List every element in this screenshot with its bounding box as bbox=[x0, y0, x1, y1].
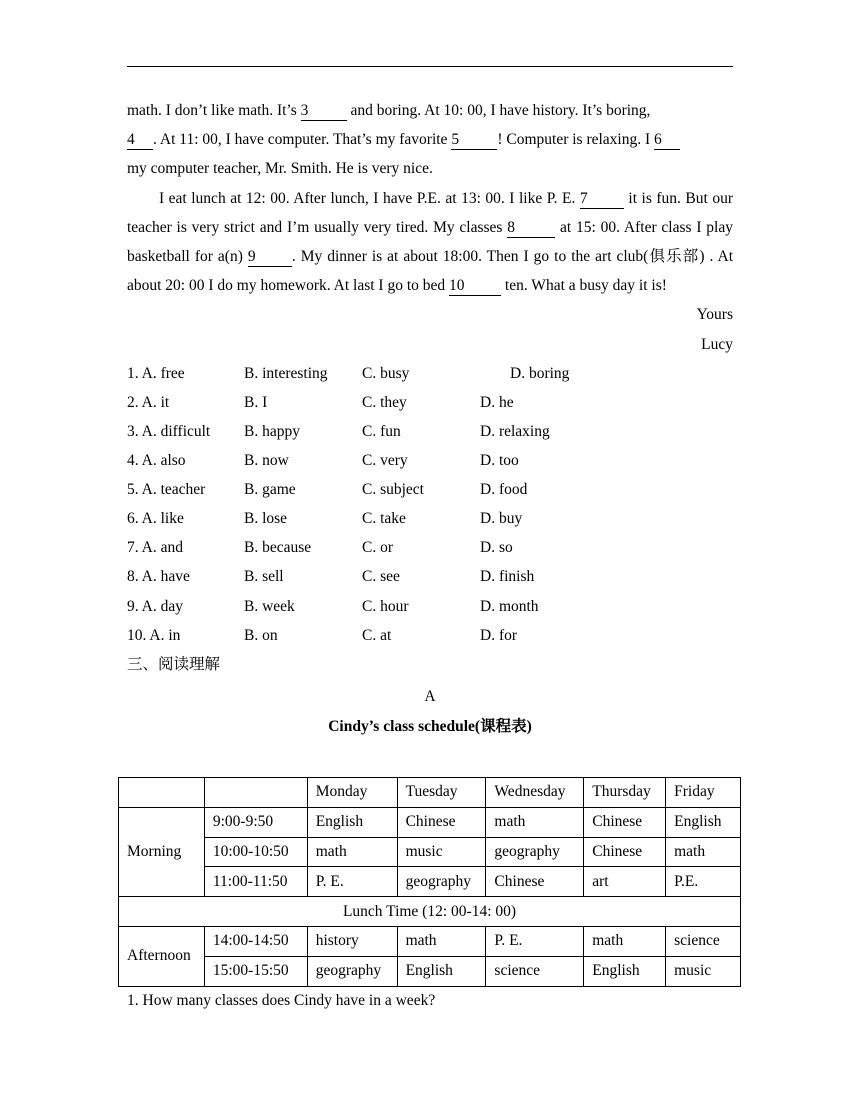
class-cell: Chinese bbox=[584, 807, 666, 837]
option-row bbox=[127, 446, 733, 475]
day-header: Thursday bbox=[584, 778, 666, 808]
option-c[interactable]: C. subject bbox=[362, 481, 424, 499]
option-b[interactable]: B. I bbox=[244, 393, 268, 411]
option-c[interactable]: C. hour bbox=[362, 597, 409, 615]
option-d[interactable]: D. he bbox=[480, 393, 514, 411]
option-c[interactable]: C. see bbox=[362, 568, 400, 586]
table-header-row bbox=[119, 778, 741, 808]
option-b[interactable]: B. now bbox=[244, 452, 289, 470]
option-row bbox=[127, 417, 733, 446]
passage-text: ! Computer is relaxing. I bbox=[497, 131, 655, 149]
class-cell: Chinese bbox=[584, 837, 666, 867]
option-c[interactable]: C. or bbox=[362, 539, 393, 557]
passage-text: ten. What a busy day it is! bbox=[501, 277, 667, 295]
letter-closing: Yours bbox=[696, 306, 733, 324]
table-row bbox=[119, 807, 741, 837]
period-label-morning: Morning bbox=[119, 807, 205, 896]
class-cell: English bbox=[307, 807, 397, 837]
passage-letter: A bbox=[424, 687, 436, 705]
letter-signature: Lucy bbox=[701, 335, 733, 353]
blank-8[interactable]: 8 bbox=[507, 219, 555, 238]
blank-5[interactable]: 5 bbox=[451, 131, 497, 150]
option-a[interactable]: 4. A. also bbox=[127, 452, 186, 470]
option-a[interactable]: 2. A. it bbox=[127, 393, 170, 411]
question-1: 1. How many classes does Cindy have in a week? bbox=[127, 992, 436, 1009]
option-b[interactable]: B. on bbox=[244, 626, 278, 644]
option-row bbox=[127, 621, 733, 650]
option-b[interactable]: B. interesting bbox=[244, 364, 328, 382]
option-a[interactable]: 10. A. in bbox=[127, 626, 181, 644]
options-list bbox=[127, 359, 733, 650]
option-a[interactable]: 8. A. have bbox=[127, 568, 190, 586]
option-c[interactable]: C. take bbox=[362, 510, 406, 528]
blank-6[interactable]: 6 bbox=[654, 131, 680, 150]
time-cell: 14:00-14:50 bbox=[204, 926, 307, 956]
option-d[interactable]: D. finish bbox=[480, 568, 535, 586]
option-a[interactable]: 7. A. and bbox=[127, 539, 183, 557]
option-d[interactable]: D. buy bbox=[480, 510, 523, 528]
option-a[interactable]: 3. A. difficult bbox=[127, 423, 211, 441]
class-cell: math bbox=[584, 926, 666, 956]
class-cell: Chinese bbox=[486, 867, 584, 897]
time-cell: 11:00-11:50 bbox=[204, 867, 307, 897]
table-row bbox=[119, 956, 741, 986]
option-b[interactable]: B. lose bbox=[244, 510, 288, 528]
blank-9[interactable]: 9 bbox=[248, 248, 292, 267]
table-row bbox=[119, 867, 741, 897]
lunch-row bbox=[119, 897, 741, 927]
option-d[interactable]: D. food bbox=[480, 481, 528, 499]
option-row bbox=[127, 562, 733, 591]
class-cell: math bbox=[666, 837, 741, 867]
option-d[interactable]: D. boring bbox=[510, 364, 570, 382]
option-b[interactable]: B. happy bbox=[244, 423, 300, 441]
header-rule bbox=[127, 66, 733, 67]
class-cell: art bbox=[584, 867, 666, 897]
class-cell: science bbox=[666, 926, 741, 956]
blank-4[interactable]: 4 bbox=[127, 131, 153, 150]
time-cell: 10:00-10:50 bbox=[204, 837, 307, 867]
class-cell: history bbox=[307, 926, 397, 956]
option-b[interactable]: B. game bbox=[244, 481, 296, 499]
class-cell: English bbox=[584, 956, 666, 986]
class-cell: math bbox=[307, 837, 397, 867]
day-header: Tuesday bbox=[397, 778, 486, 808]
passage-text: it is fun. But our teacher is very strict and I’m usually very tired. My classes bbox=[127, 189, 734, 236]
blank-3[interactable]: 3 bbox=[301, 102, 347, 121]
option-row bbox=[127, 504, 733, 533]
class-cell: Chinese bbox=[397, 807, 486, 837]
option-d[interactable]: D. too bbox=[480, 452, 519, 470]
option-row bbox=[127, 475, 733, 504]
passage-paragraph-1 bbox=[127, 96, 733, 184]
class-cell: music bbox=[397, 837, 486, 867]
passage-text: at 15: 00. After class I play basketball for a(n) bbox=[127, 218, 733, 266]
cloze-passage bbox=[127, 96, 733, 742]
option-row bbox=[127, 533, 733, 562]
passage-text: my computer teacher, Mr. Smith. He is very nice. bbox=[127, 160, 433, 178]
option-c[interactable]: C. fun bbox=[362, 423, 401, 441]
option-a[interactable]: 9. A. day bbox=[127, 597, 183, 615]
empty-cell bbox=[119, 778, 205, 808]
blank-7[interactable]: 7 bbox=[580, 190, 624, 209]
passage-paragraph-2 bbox=[127, 184, 733, 301]
passage-text: and boring. At 10: 00, I have history. It’s boring, bbox=[346, 102, 651, 119]
option-b[interactable]: B. sell bbox=[244, 568, 284, 586]
class-cell: English bbox=[666, 807, 741, 837]
day-header: Monday bbox=[307, 778, 397, 808]
time-cell: 15:00-15:50 bbox=[204, 956, 307, 986]
option-d[interactable]: D. relaxing bbox=[480, 423, 550, 441]
option-a[interactable]: 5. A. teacher bbox=[127, 481, 206, 499]
option-c[interactable]: C. they bbox=[362, 393, 407, 411]
option-b[interactable]: B. because bbox=[244, 539, 312, 557]
option-row bbox=[127, 359, 733, 388]
section-heading: 三、阅读理解 bbox=[127, 655, 221, 673]
class-cell: math bbox=[486, 807, 584, 837]
class-cell: P. E. bbox=[307, 867, 397, 897]
class-cell: music bbox=[666, 956, 741, 986]
passage-text: I eat lunch at 12: 00. After lunch, I have P.E. at 13: 00. I like P. E. bbox=[159, 189, 580, 207]
table-row bbox=[119, 926, 741, 956]
passage-text: . My dinner is at about 18:00. Then I go to the art club(俱乐部) . At about 20: 00 I do my homework. At last I go to bed bbox=[127, 248, 733, 295]
class-cell: science bbox=[486, 956, 584, 986]
option-d[interactable]: D. so bbox=[480, 539, 513, 557]
passage-text: . At 11: 00, I have computer. That’s my favorite bbox=[153, 131, 452, 149]
period-label-afternoon: Afternoon bbox=[119, 926, 205, 986]
option-b[interactable]: B. week bbox=[244, 597, 295, 615]
class-cell: English bbox=[397, 956, 486, 986]
option-a[interactable]: 1. A. free bbox=[127, 364, 185, 382]
time-cell: 9:00-9:50 bbox=[204, 807, 307, 837]
empty-cell bbox=[204, 778, 307, 808]
lunch-time-cell: Lunch Time (12: 00-14: 00) bbox=[119, 897, 741, 927]
class-schedule-table bbox=[118, 777, 741, 987]
blank-10[interactable]: 10 bbox=[449, 277, 501, 296]
option-row bbox=[127, 592, 733, 621]
class-cell: geography bbox=[486, 837, 584, 867]
day-header: Friday bbox=[666, 778, 741, 808]
option-a[interactable]: 6. A. like bbox=[127, 510, 184, 528]
option-c[interactable]: C. at bbox=[362, 626, 392, 644]
class-cell: P.E. bbox=[666, 867, 741, 897]
table-title: Cindy’s class schedule(课程表) bbox=[328, 717, 532, 735]
option-c[interactable]: C. busy bbox=[362, 364, 410, 382]
class-cell: P. E. bbox=[486, 926, 584, 956]
class-cell: geography bbox=[397, 867, 486, 897]
table-row bbox=[119, 837, 741, 867]
day-header: Wednesday bbox=[486, 778, 584, 808]
option-d[interactable]: D. for bbox=[480, 626, 518, 644]
option-c[interactable]: C. very bbox=[362, 452, 408, 470]
option-row bbox=[127, 388, 733, 417]
option-d[interactable]: D. month bbox=[480, 597, 539, 615]
class-cell: geography bbox=[307, 956, 397, 986]
class-cell: math bbox=[397, 926, 486, 956]
passage-text: math. I don’t like math. It’s bbox=[127, 102, 301, 119]
